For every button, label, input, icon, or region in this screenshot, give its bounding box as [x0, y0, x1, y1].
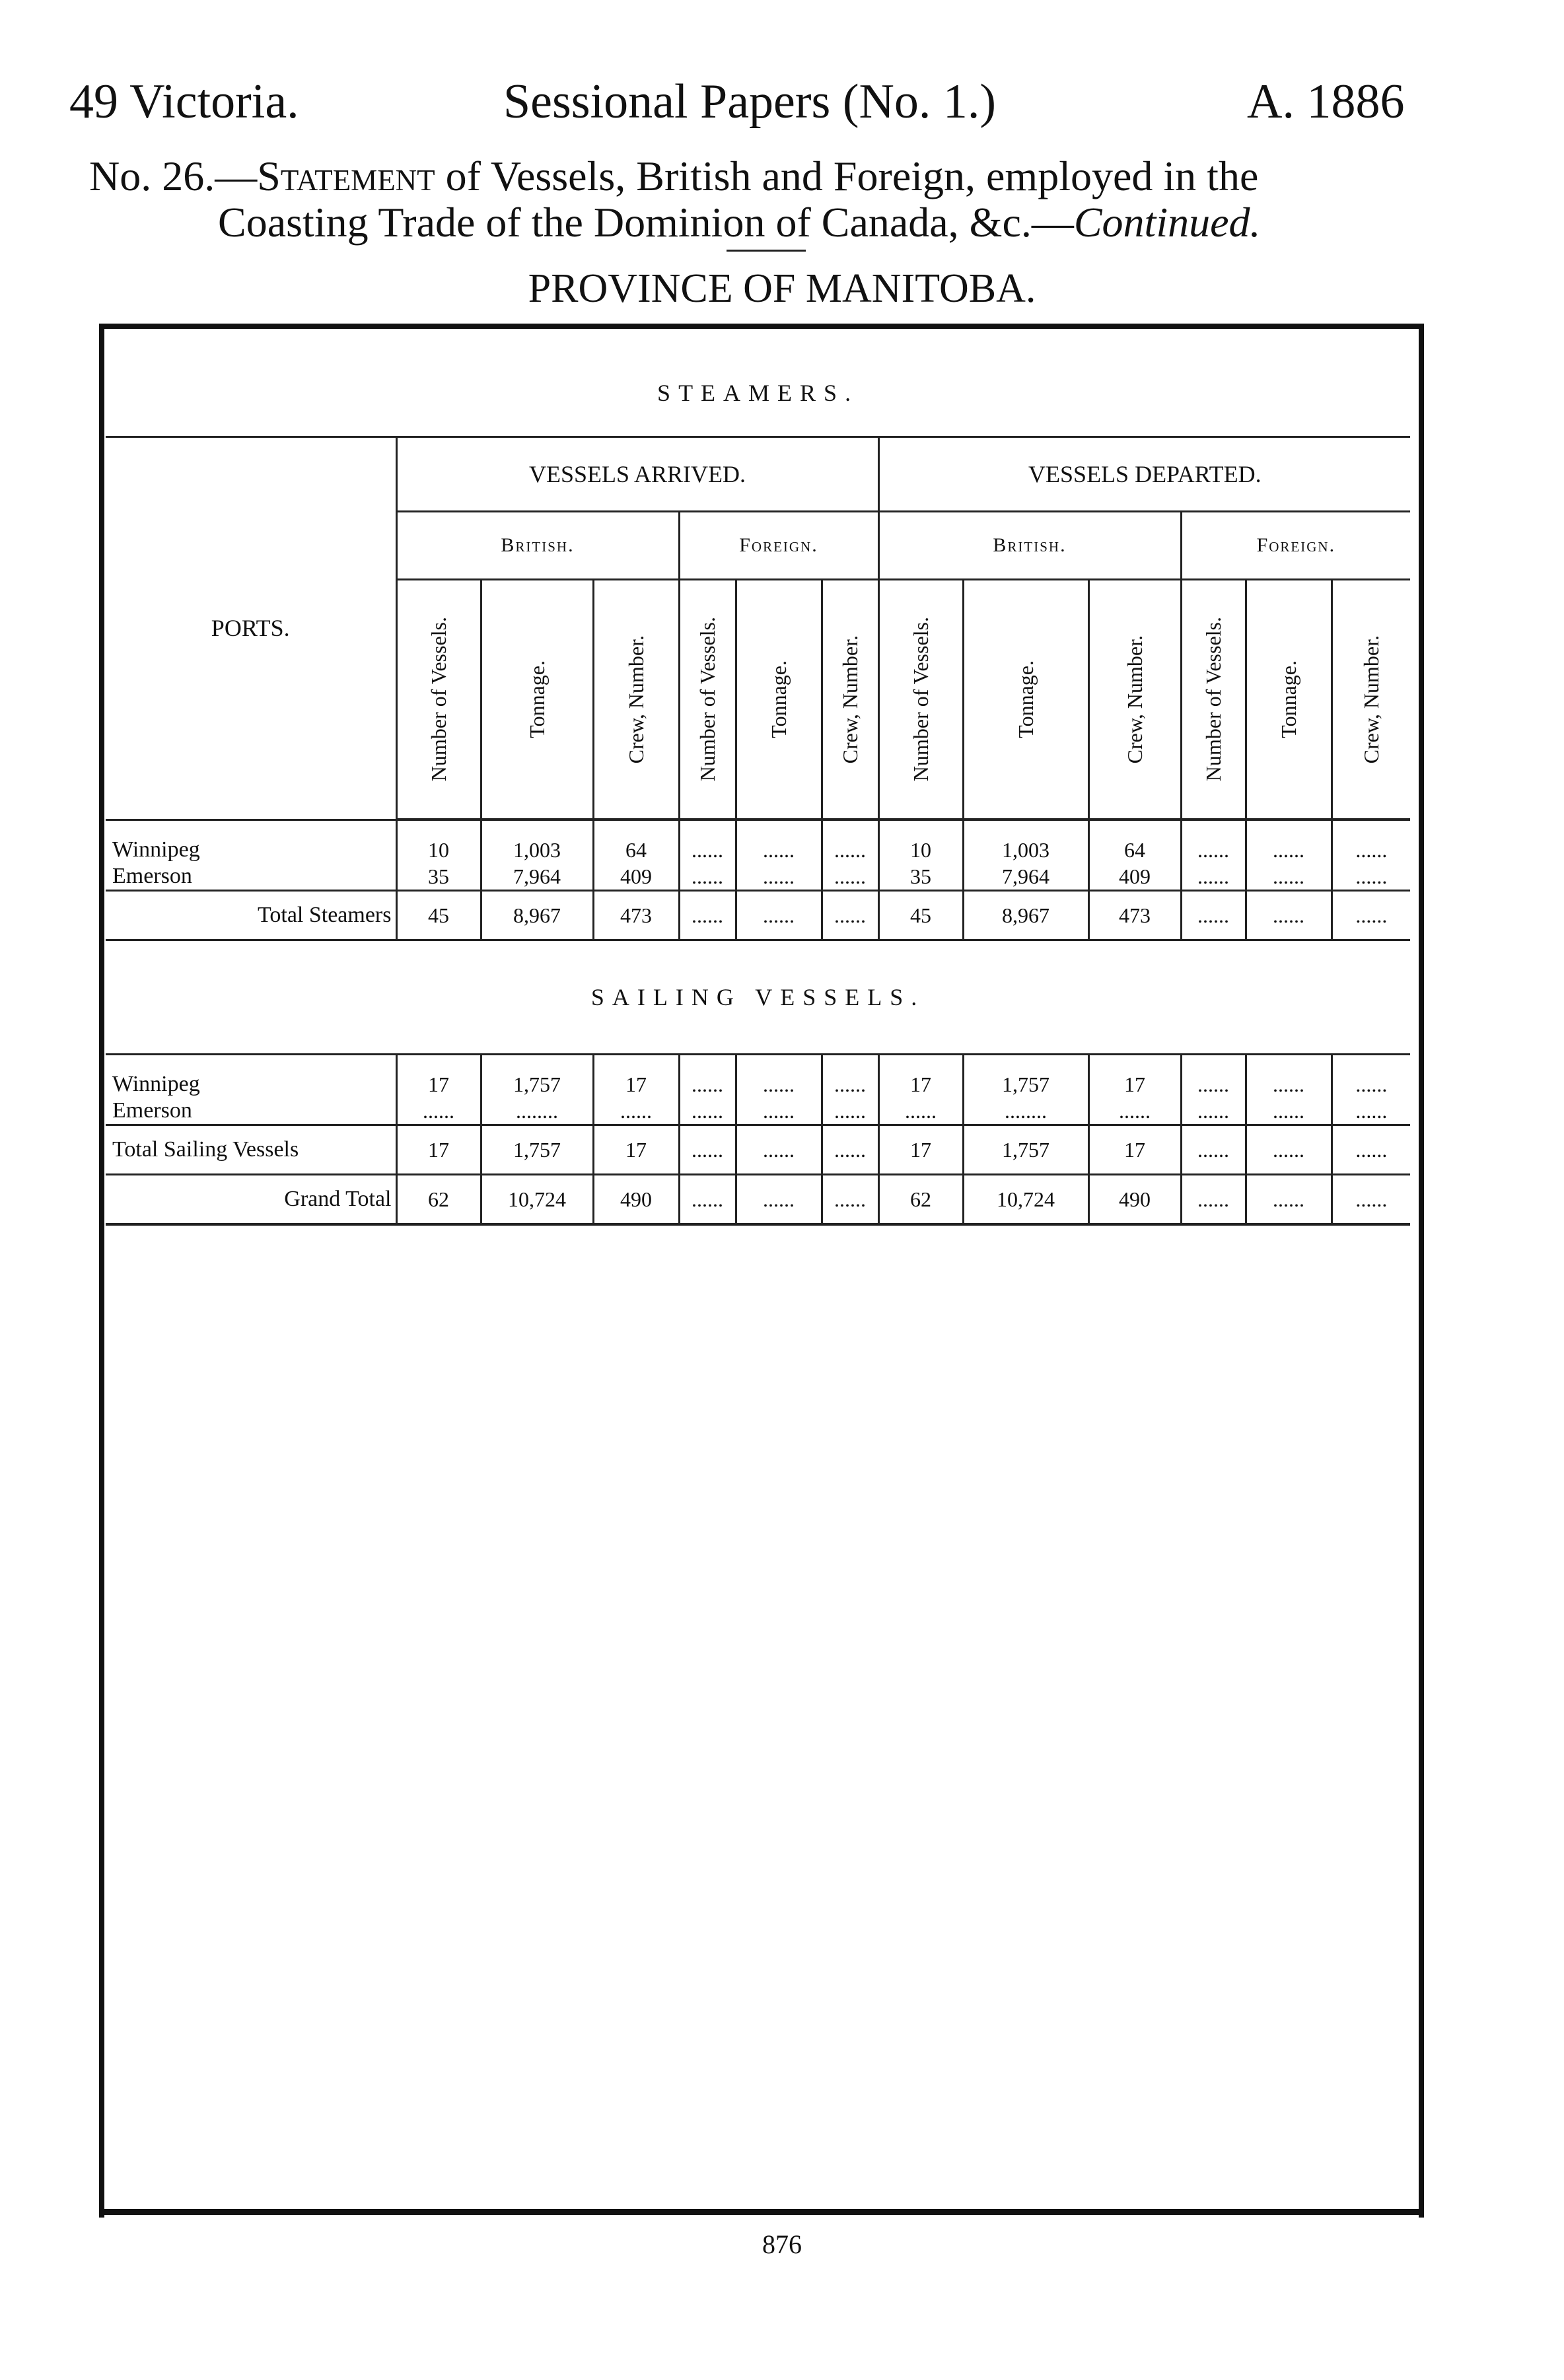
col-label: Tonnage.	[525, 660, 549, 738]
col-label: Number of Vessels.	[909, 617, 933, 782]
col-header-vessels	[1181, 580, 1246, 820]
cell: 45	[878, 891, 963, 940]
cell: ......	[1332, 891, 1410, 940]
port-name: Emerson	[112, 1098, 192, 1123]
cell: ......	[736, 891, 822, 940]
col-header-tonnage	[736, 580, 822, 820]
statement-title-line2	[218, 198, 1261, 247]
col-header-crew	[1332, 580, 1410, 820]
vessels-table	[106, 350, 1410, 1226]
cell: ......	[1181, 1071, 1246, 1098]
cell: ......	[1181, 891, 1246, 940]
table-row	[106, 1175, 1410, 1225]
cell: ......	[822, 837, 878, 863]
table-row	[106, 1125, 1410, 1175]
cell: 1,003	[963, 837, 1088, 863]
cell: ......	[1246, 863, 1332, 891]
header-center: Sessional Papers (No. 1.)	[503, 75, 997, 129]
cell: ......	[736, 1098, 822, 1125]
cell: 490	[593, 1175, 679, 1225]
header-left: 49 Victoria.	[69, 75, 299, 129]
col-label: Number of Vessels.	[695, 617, 719, 782]
cell: ......	[1332, 1175, 1410, 1225]
cell: 17	[1088, 1071, 1181, 1098]
cell: 7,964	[481, 863, 593, 891]
port-name: Winnipeg	[112, 1072, 200, 1096]
col-label: Crew, Number.	[838, 635, 862, 764]
cell: ......	[679, 891, 736, 940]
cell: 10	[396, 837, 481, 863]
cell: ......	[1181, 837, 1246, 863]
page-number: 876	[762, 2229, 802, 2259]
cell: ........	[481, 1098, 593, 1125]
table-row	[106, 1098, 1410, 1125]
table-row	[106, 891, 1410, 940]
header-right: A. 1886	[1247, 75, 1405, 129]
cell: 10	[878, 837, 963, 863]
col-label: Tonnage.	[1014, 660, 1038, 738]
title-rest: of Vessels, British and Foreign, employed in the	[445, 153, 1259, 199]
cell: ......	[1246, 1071, 1332, 1098]
cell: 17	[593, 1125, 679, 1175]
cell: 7,964	[963, 863, 1088, 891]
port-name: Emerson	[112, 864, 192, 888]
col-label: Number of Vessels.	[427, 617, 450, 782]
ports-header: PORTS.	[106, 437, 396, 820]
cell: ......	[593, 1098, 679, 1125]
col-label: Tonnage.	[767, 660, 791, 738]
cell: ......	[736, 837, 822, 863]
cell: ......	[1246, 891, 1332, 940]
cell: ......	[1246, 1098, 1332, 1125]
cell: ......	[679, 837, 736, 863]
cell: ......	[878, 1098, 963, 1125]
grand-total-label: Grand Total	[106, 1175, 396, 1225]
col-header-vessels	[396, 580, 481, 820]
col-header-tonnage	[1246, 580, 1332, 820]
cell: 8,967	[963, 891, 1088, 940]
cell: ......	[736, 1071, 822, 1098]
cell: ......	[736, 1175, 822, 1225]
arrived-foreign-header: Foreign.	[679, 512, 878, 580]
cell: ........	[963, 1098, 1088, 1125]
cell: ......	[1332, 863, 1410, 891]
cell: ......	[1332, 1098, 1410, 1125]
col-label: Tonnage.	[1277, 660, 1300, 738]
arrived-british-header: British.	[396, 512, 679, 580]
vessels-arrived-header: VESSELS ARRIVED.	[396, 437, 878, 512]
cell: ......	[822, 863, 878, 891]
cell: ......	[679, 863, 736, 891]
col-label: Number of Vessels.	[1201, 617, 1225, 782]
vessels-departed-header: VESSELS DEPARTED.	[878, 437, 1410, 512]
cell: 45	[396, 891, 481, 940]
total-label: Total Steamers	[106, 891, 396, 940]
cell: 17	[396, 1125, 481, 1175]
cell: ......	[736, 1125, 822, 1175]
cell: 10,724	[963, 1175, 1088, 1225]
bottom-rule	[99, 2209, 1423, 2215]
short-rule	[727, 250, 806, 252]
cell: ......	[822, 1175, 878, 1225]
cell: 35	[396, 863, 481, 891]
title-continued: Continued.	[1073, 199, 1261, 246]
title-statement: Statement	[257, 153, 435, 199]
cell: ......	[1332, 1071, 1410, 1098]
col-header-crew	[593, 580, 679, 820]
steamers-heading: STEAMERS.	[106, 350, 1410, 437]
col-label: Crew, Number.	[1123, 635, 1147, 764]
table-row	[106, 837, 1410, 863]
col-header-crew	[822, 580, 878, 820]
departed-foreign-header: Foreign.	[1181, 512, 1410, 580]
col-header-crew	[1088, 580, 1181, 820]
sailing-vessels-heading: SAILING VESSELS.	[106, 940, 1410, 1055]
cell: ......	[1181, 863, 1246, 891]
col-header-tonnage	[481, 580, 593, 820]
cell: ......	[1332, 1125, 1410, 1175]
cell: ......	[1181, 1125, 1246, 1175]
cell: ......	[822, 1098, 878, 1125]
cell: 64	[1088, 837, 1181, 863]
cell: 17	[593, 1071, 679, 1098]
cell: ......	[679, 1125, 736, 1175]
table-row	[106, 863, 1410, 891]
cell: 17	[396, 1071, 481, 1098]
statement-title	[89, 151, 1489, 202]
cell: ......	[1246, 1175, 1332, 1225]
cell: ......	[1088, 1098, 1181, 1125]
col-header-tonnage	[963, 580, 1088, 820]
port-name: Winnipeg	[112, 837, 200, 862]
cell: ......	[1246, 1125, 1332, 1175]
col-label: Crew, Number.	[1359, 635, 1384, 764]
cell: 64	[593, 837, 679, 863]
cell: 17	[878, 1071, 963, 1098]
total-label: Total Sailing Vessels	[106, 1125, 396, 1175]
cell: 1,003	[481, 837, 593, 863]
title-line2-text: Coasting Trade of the Dominion of Canada, &c.—	[218, 199, 1074, 246]
table-row	[106, 1071, 1410, 1098]
cell: 62	[396, 1175, 481, 1225]
cell: 409	[593, 863, 679, 891]
cell: ......	[679, 1071, 736, 1098]
cell: ......	[1246, 837, 1332, 863]
cell: 17	[878, 1125, 963, 1175]
cell: ......	[1181, 1175, 1246, 1225]
cell: ......	[822, 1125, 878, 1175]
col-header-vessels	[679, 580, 736, 820]
departed-british-header: British.	[878, 512, 1181, 580]
cell: 473	[593, 891, 679, 940]
cell: ......	[396, 1098, 481, 1125]
cell: 409	[1088, 863, 1181, 891]
cell: 62	[878, 1175, 963, 1225]
cell: ......	[822, 891, 878, 940]
cell: 17	[1088, 1125, 1181, 1175]
cell: 1,757	[481, 1071, 593, 1098]
cell: 35	[878, 863, 963, 891]
cell: ......	[1332, 837, 1410, 863]
cell: 490	[1088, 1175, 1181, 1225]
province-heading: PROVINCE OF MANITOBA.	[528, 266, 1036, 311]
cell: ......	[736, 863, 822, 891]
cell: ......	[679, 1175, 736, 1225]
title-number: No. 26.—	[89, 153, 258, 199]
col-header-vessels	[878, 580, 963, 820]
cell: 1,757	[481, 1125, 593, 1175]
col-label: Crew, Number.	[624, 635, 648, 764]
cell: ......	[822, 1071, 878, 1098]
cell: 1,757	[963, 1071, 1088, 1098]
cell: 8,967	[481, 891, 593, 940]
cell: ......	[679, 1098, 736, 1125]
cell: 1,757	[963, 1125, 1088, 1175]
cell: 473	[1088, 891, 1181, 940]
cell: 10,724	[481, 1175, 593, 1225]
cell: ......	[1181, 1098, 1246, 1125]
